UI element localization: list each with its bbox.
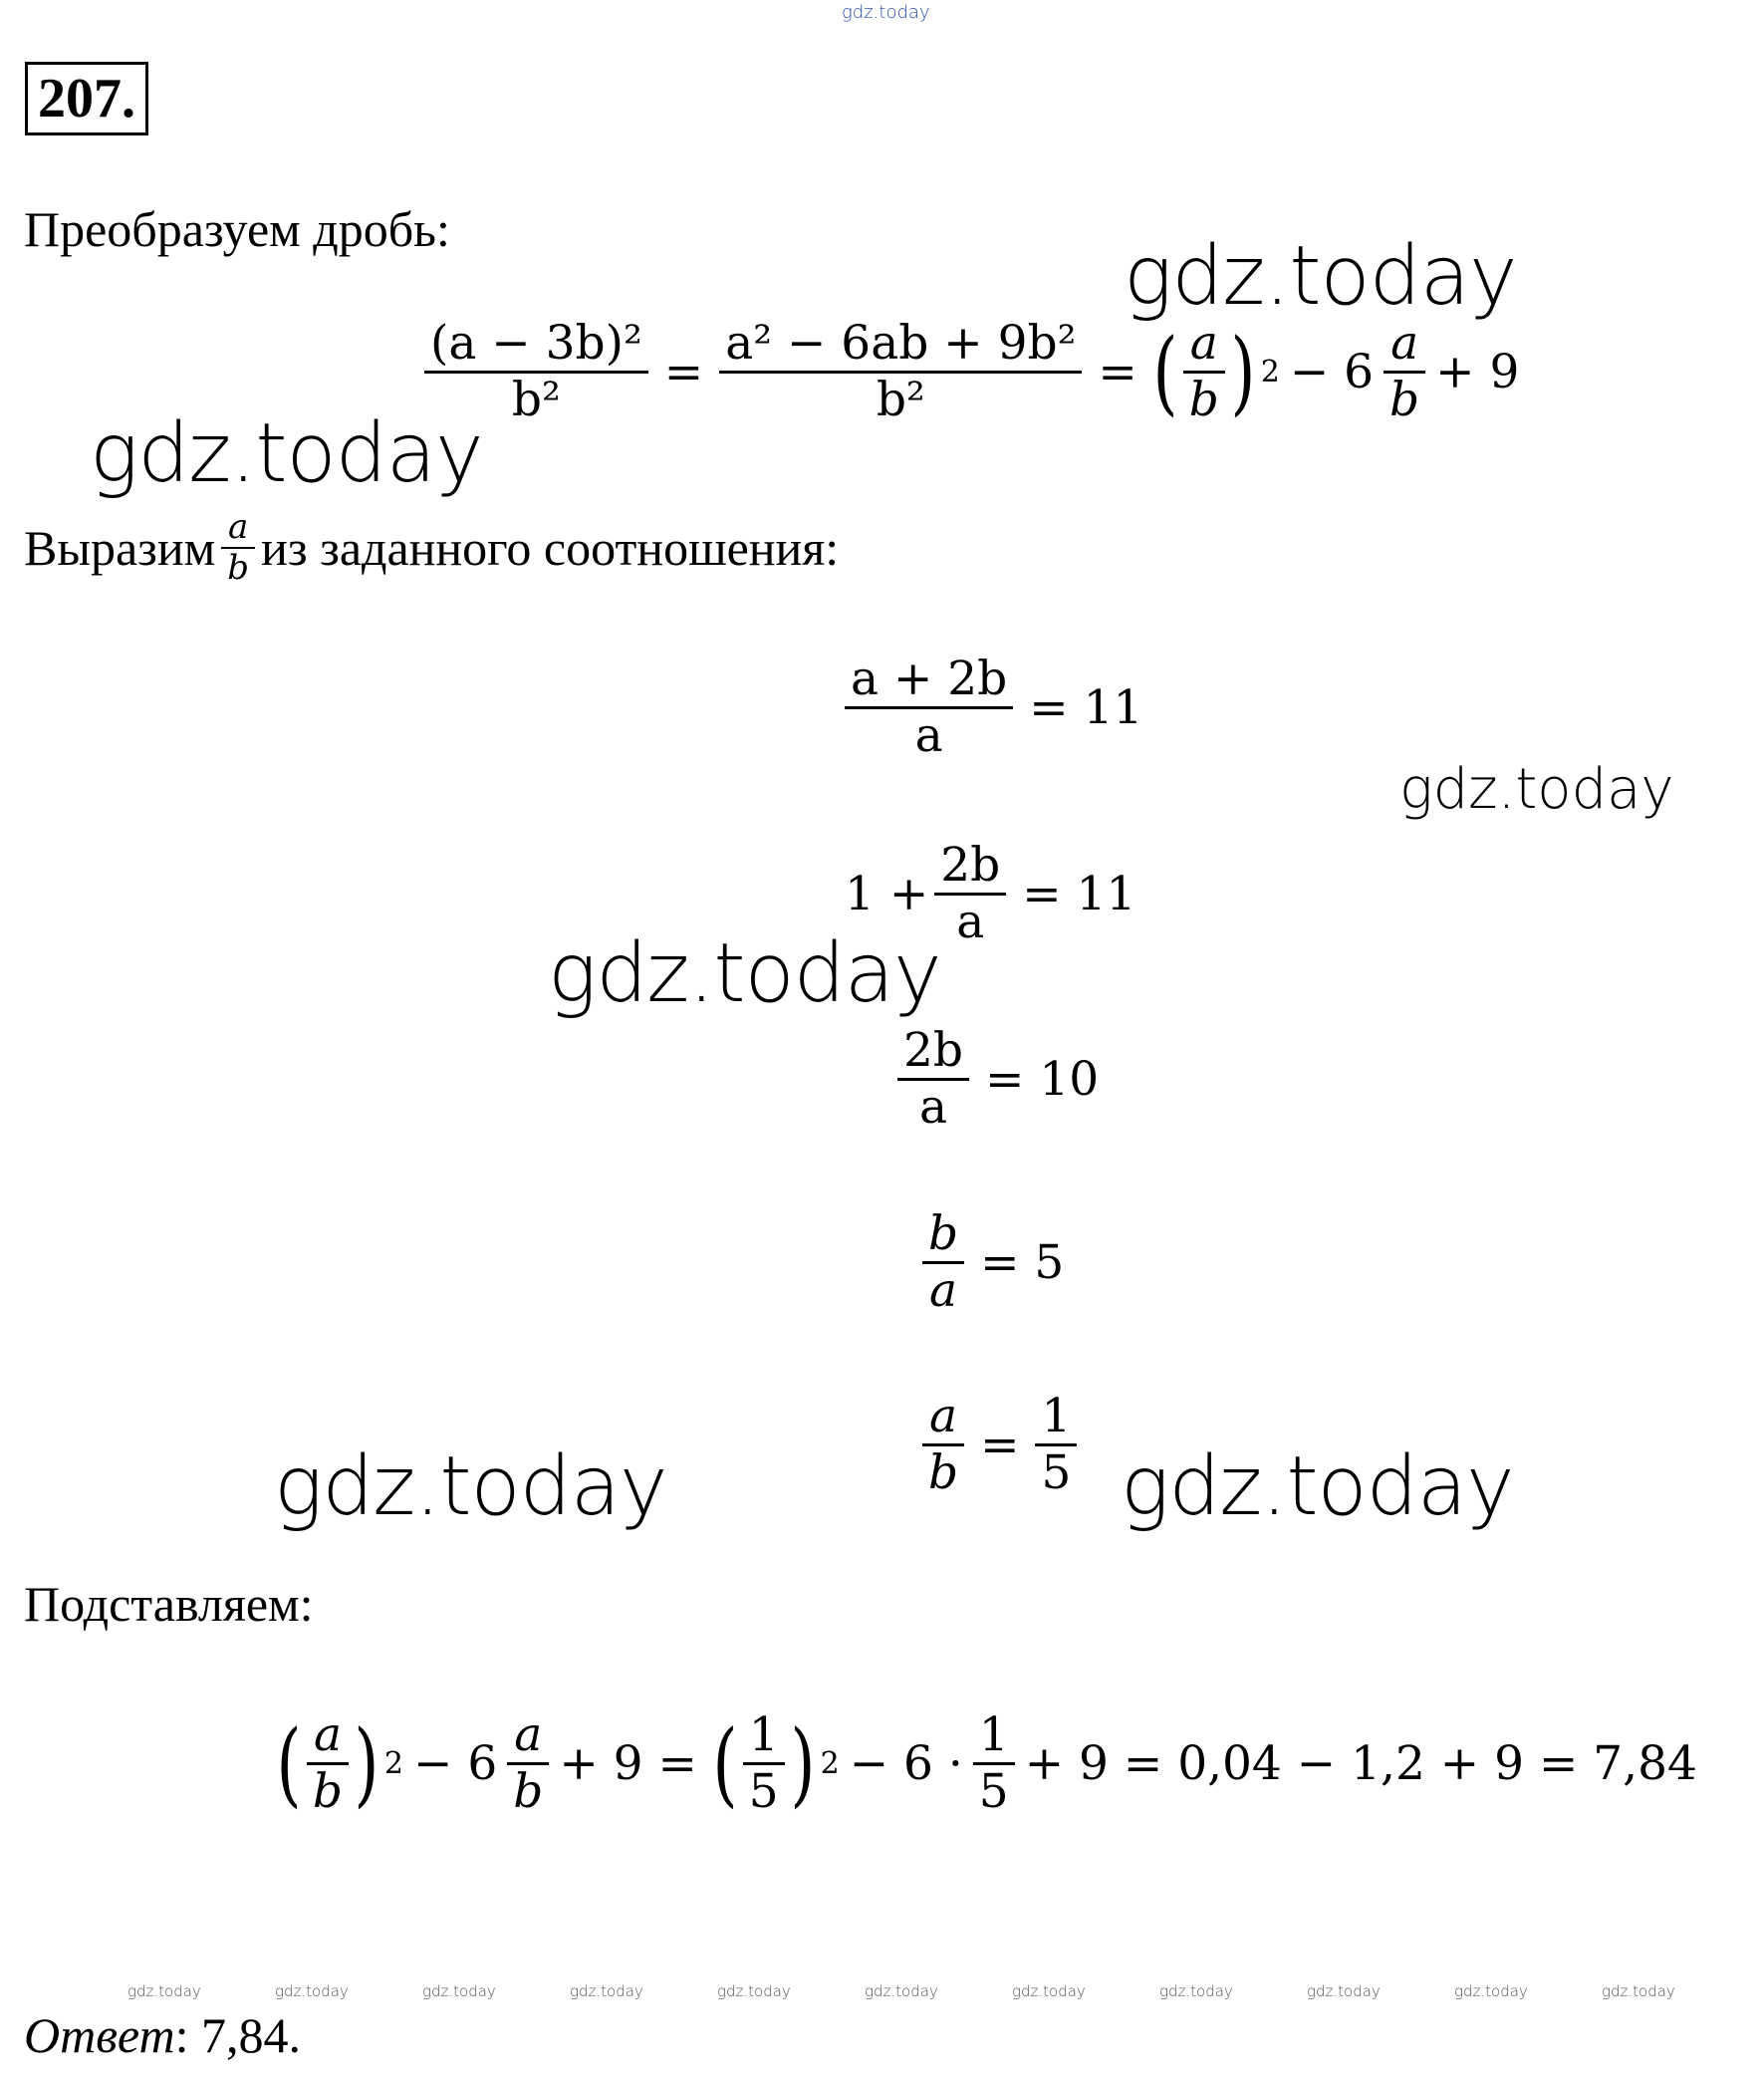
step-2-prefix: 1 +	[845, 867, 929, 922]
watermark-tiny-8: gdz.today	[1159, 1982, 1233, 2000]
step-1-equation	[839, 652, 1152, 763]
plus-nine: + 9	[1435, 345, 1520, 400]
step-1-rhs: = 11	[1029, 680, 1143, 736]
step-5-equation	[916, 1390, 1083, 1500]
watermark-tiny-2: gdz.today	[275, 1982, 349, 2000]
minus-six: − 6	[1289, 345, 1375, 400]
step-1-fraction	[845, 652, 1013, 763]
watermark-tiny-7: gdz.today	[1012, 1982, 1086, 2000]
watermark-3: gdz.today	[1399, 757, 1674, 822]
step-5-fraction	[922, 1390, 964, 1500]
watermark-top: gdz.today	[842, 2, 930, 23]
step-3-rhs: = 10	[985, 1052, 1100, 1108]
step-4-fraction	[922, 1207, 964, 1318]
step-4-numerator: b	[928, 1206, 959, 1261]
step-5-rhs-denominator: 5	[1041, 1445, 1072, 1501]
express-intro-before: Выразим	[24, 520, 216, 577]
left-paren: (	[1152, 318, 1178, 425]
step-2-numerator: 2b	[940, 838, 1001, 893]
watermark-5: gdz.today	[274, 1439, 667, 1534]
equals-sign: =	[1098, 345, 1137, 400]
watermark-tiny-11: gdz.today	[1602, 1982, 1675, 2000]
step-5-numerator: a	[929, 1389, 958, 1443]
expanded-fraction	[719, 317, 1082, 427]
equals-sign: =	[663, 345, 704, 400]
final-one-fifth-2: $\frac{1}{5}$	[973, 1708, 1015, 1819]
watermark-tiny-3: gdz.today	[422, 1982, 496, 2000]
a-over-b-fraction: $\frac{a}{b}$	[1183, 317, 1225, 427]
lhs-denominator: b²	[511, 373, 561, 428]
final-a-over-b: $\frac{a}{b}$	[307, 1708, 349, 1819]
watermark-tiny-6: gdz.today	[865, 1982, 938, 2000]
step-5-rhs-numerator: 1	[1041, 1389, 1072, 1443]
answer-value: : 7,84.	[174, 2007, 301, 2063]
final-minus-six: − 6	[413, 1736, 498, 1792]
step-3-denominator: a	[918, 1080, 948, 1136]
task-number: 207.	[25, 62, 148, 135]
final-plus-nine-equals: + 9 =	[559, 1736, 697, 1792]
step-5-rhs-fraction	[1035, 1390, 1077, 1500]
step-1-numerator: a + 2b	[851, 651, 1008, 706]
inline-a-over-b: $\frac{a}{b}$	[221, 508, 255, 588]
expanded-numerator: a² − 6ab + 9b²	[725, 316, 1077, 371]
answer-line	[24, 2007, 301, 2063]
lhs-numerator: (a − 3b)²	[430, 316, 642, 371]
step-3-fraction	[897, 1024, 969, 1135]
transform-intro-text: Преобразуем дробь:	[24, 201, 450, 257]
final-substitution-equation: ( $\frac{a}{b}$ ) 2 − 6 $\frac{a}{b}$ + 9 = ( $\frac{1}{5}$ ) 2 − 6 · $\frac{1}{5}$ + 9 = 0,04 − 1,2 + 9 = 7,84	[276, 1707, 1697, 1820]
watermark-tiny-9: gdz.today	[1307, 1982, 1381, 2000]
step-3-equation	[891, 1024, 1109, 1135]
express-intro-line	[24, 508, 839, 588]
step-4-denominator: a	[929, 1263, 958, 1319]
watermark-2: gdz.today	[90, 406, 483, 501]
step-4-rhs: = 5	[980, 1235, 1065, 1291]
step-2-rhs: = 11	[1022, 867, 1136, 922]
watermark-6: gdz.today	[1121, 1439, 1514, 1534]
step-5-denominator: b	[928, 1445, 959, 1501]
answer-label: Ответ	[24, 2007, 175, 2063]
substitute-intro-text: Подставляем:	[24, 1576, 314, 1632]
express-intro-after: из заданного соотношения:	[261, 520, 840, 577]
watermark-tiny-4: gdz.today	[570, 1982, 643, 2000]
step-2-denominator: a	[956, 895, 985, 950]
watermark-tiny-1: gdz.today	[127, 1982, 201, 2000]
watermark-tiny-5: gdz.today	[717, 1982, 791, 2000]
step-1-denominator: a	[914, 708, 943, 764]
watermark-tiny-10: gdz.today	[1454, 1982, 1528, 2000]
expanded-denominator: b²	[876, 373, 925, 428]
step-2-fraction	[934, 839, 1006, 949]
equals-sign: =	[980, 1418, 1020, 1473]
step-4-equation	[916, 1207, 1074, 1318]
final-minus-six-times: − 6 ·	[849, 1736, 963, 1792]
step-3-numerator: 2b	[903, 1023, 963, 1078]
final-result: + 9 = 0,04 − 1,2 + 9 = 7,84	[1024, 1736, 1697, 1792]
fraction-transform-equation: $\frac{\text{(a − 3b)²}}{\text{b²}}$ = $\frac{\text{a² − 6ab + 9b²}}{\text{b²}}$ = ( $\frac{a}{b}$ ) 2 − 6 $\frac{a}{b}$ + 9	[418, 317, 1529, 427]
final-a-over-b-2: $\frac{a}{b}$	[507, 1708, 549, 1819]
a-over-b-fraction: $\frac{a}{b}$	[1384, 317, 1425, 427]
final-one-fifth: $\frac{1}{5}$	[743, 1708, 785, 1819]
watermark-4: gdz.today	[548, 926, 941, 1021]
watermark-1: gdz.today	[1124, 229, 1517, 324]
right-paren: )	[1230, 318, 1256, 425]
